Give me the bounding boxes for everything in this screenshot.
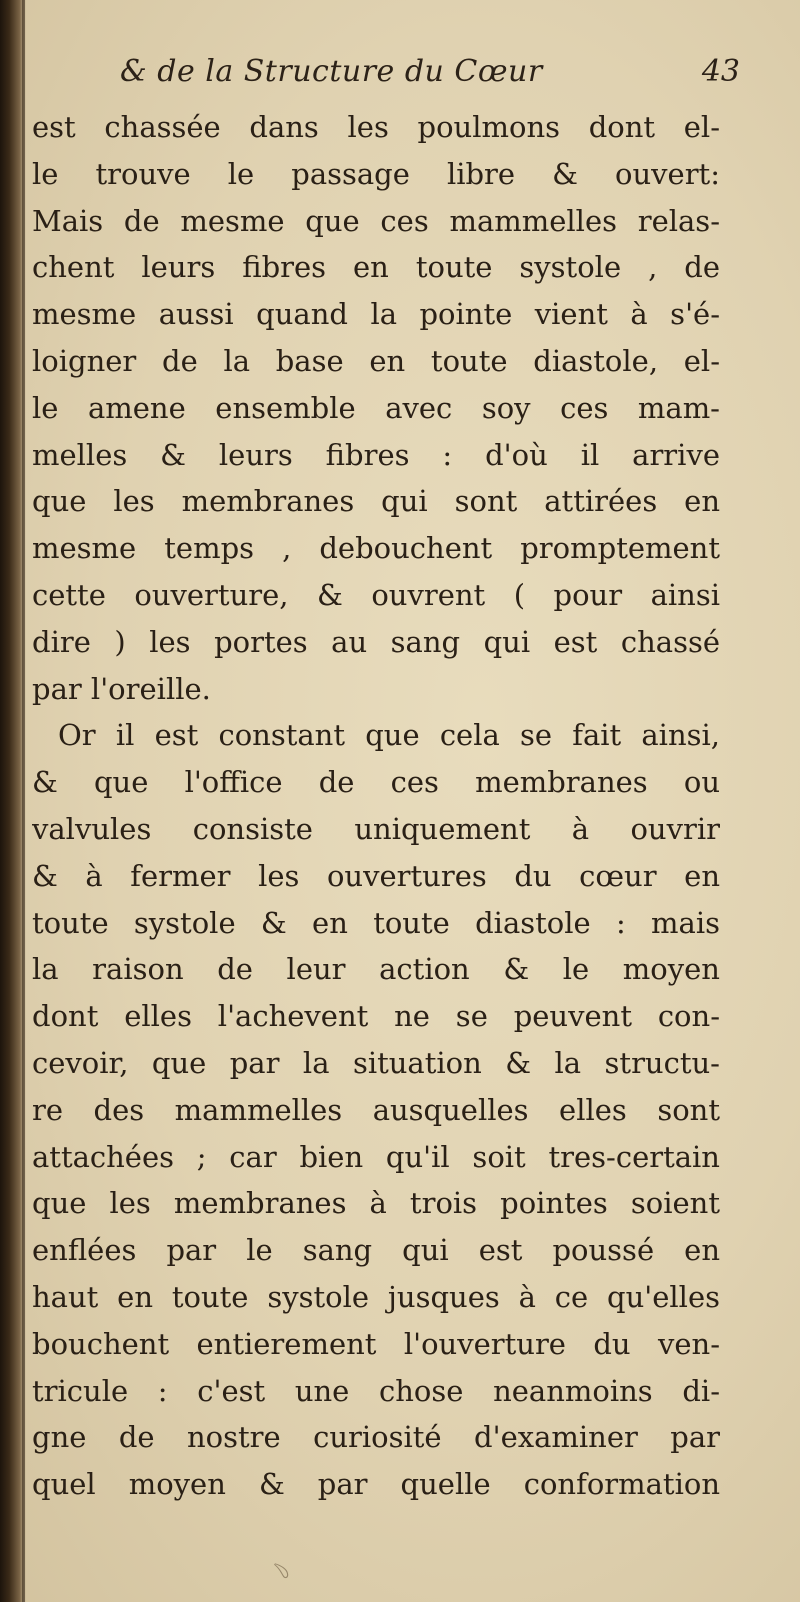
text-line: tricule : c'est une chose neanmoins di-: [32, 1373, 720, 1408]
text-line: & à fermer les ouvertures du cœur en: [32, 858, 720, 893]
paragraph-start-line: Or il est constant que cela se fait ainsi,: [58, 718, 720, 753]
text-line: mesme aussi quand la pointe vient à s'é-: [32, 297, 720, 332]
text-line: melles & leurs fibres : d'où il arrive: [32, 437, 720, 472]
text-line: valvules consiste uniquement à ouvrir: [32, 811, 720, 846]
text-line: mesme temps , debouchent promptement: [32, 531, 720, 566]
text-line: par l'oreille.: [32, 671, 211, 706]
text-line: attachées ; car bien qu'il soit tres-certain: [32, 1139, 720, 1174]
text-line: haut en toute systole jusques à ce qu'elles: [32, 1279, 720, 1314]
text-line: Mais de mesme que ces mammelles relas-: [32, 203, 720, 238]
text-line: est chassée dans les poulmons dont el-: [32, 110, 720, 144]
text-line: que les membranes à trois pointes soient: [32, 1186, 720, 1221]
text-line: loigner de la base en toute diastole, el-: [32, 343, 720, 378]
body-text: [32, 104, 720, 1508]
text-line: enflées par le sang qui est poussé en: [32, 1233, 720, 1268]
text-line: gne de nostre curiosité d'examiner par: [32, 1420, 720, 1455]
page-number: 43: [701, 54, 740, 89]
text-line: le amene ensemble avec soy ces mam-: [32, 390, 720, 425]
running-title: & de la Structure du Cœur: [120, 54, 543, 89]
text-line: cette ouverture, & ouvrent ( pour ainsi: [32, 577, 720, 612]
text-line: quel moyen & par quelle conformation: [32, 1467, 720, 1502]
binding-edge: [22, 0, 25, 1602]
text-line: re des mammelles ausquelles elles sont: [32, 1092, 720, 1127]
text-line: la raison de leur action & le moyen: [32, 952, 720, 987]
text-line: dont elles l'achevent ne se peuvent con-: [32, 999, 720, 1034]
text-line: le trouve le passage libre & ouvert:: [32, 156, 720, 191]
text-line: dire ) les portes au sang qui est chassé: [32, 624, 720, 659]
text-line: toute systole & en toute diastole : mais: [32, 905, 720, 940]
page-mark: ﹆: [270, 1560, 293, 1585]
text-line: chent leurs fibres en toute systole , de: [32, 250, 720, 285]
text-line: bouchent entierement l'ouverture du ven-: [32, 1326, 720, 1361]
text-line: que les membranes qui sont attirées en: [32, 484, 720, 519]
text-line: & que l'office de ces membranes ou: [32, 765, 720, 800]
text-line: cevoir, que par la situation & la structu-: [32, 1045, 720, 1080]
page-header: [60, 54, 740, 98]
